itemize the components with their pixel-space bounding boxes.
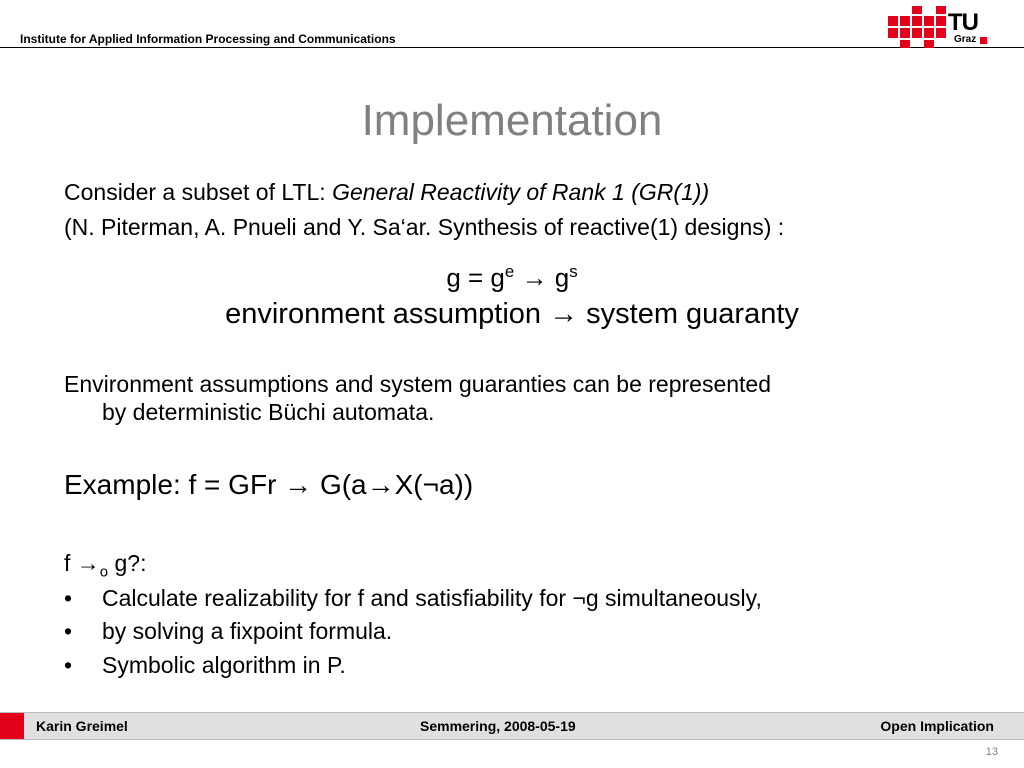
bullet-symbol: •	[64, 652, 73, 678]
citation-line: (N. Piterman, A. Pnueli and Y. Sa‘ar. Synthesis of reactive(1) designs) :	[64, 214, 785, 240]
tu-graz-logo	[888, 6, 998, 48]
header-divider	[0, 47, 1024, 48]
env-line-2: by deterministic Büchi automata.	[102, 399, 435, 425]
footer-author: Karin Greimel	[36, 718, 128, 734]
bullet-item	[64, 584, 762, 612]
bullet-text: Calculate realizability for f and satisfiability for ¬g simultaneously,	[102, 585, 762, 611]
env-line-1: Environment assumptions and system guaranties can be represented	[64, 371, 772, 397]
bullet-item	[64, 617, 392, 645]
logo-tu-text: TU	[948, 9, 978, 36]
page-number: 13	[985, 746, 998, 758]
footer-topic: Open Implication	[880, 718, 994, 734]
footer-event: Semmering, 2008-05-19	[420, 718, 576, 734]
formula-base: g = g	[446, 262, 505, 293]
bullet-symbol: •	[64, 618, 73, 644]
intro-gr1-term: General Reactivity of Rank 1 (GR(1))	[332, 179, 710, 205]
bullet-text: Symbolic algorithm in P.	[102, 652, 346, 678]
footer-red-marker	[0, 713, 24, 739]
query-suffix: g?:	[108, 550, 147, 576]
intro-line	[64, 178, 709, 206]
formula-sup-s: s	[569, 262, 578, 281]
query-line	[64, 549, 146, 587]
logo-graz-text: Graz	[954, 34, 977, 45]
intro-prefix: Consider a subset of LTL:	[64, 179, 333, 205]
formula-arrow: → g	[514, 262, 570, 293]
bullet-item	[64, 651, 346, 679]
query-prefix: f →	[64, 550, 100, 576]
example-line: Example: f = GFr → G(a→X(¬a))	[64, 469, 474, 500]
footer-bar	[0, 712, 1024, 740]
formula-sup-e: e	[504, 262, 515, 281]
header-institute: Institute for Applied Information Processing and Communications	[20, 32, 396, 46]
formula-line	[0, 256, 1024, 294]
slide-title: Implementation	[361, 96, 663, 145]
bullet-text: by solving a fixpoint formula.	[102, 618, 393, 644]
bullet-symbol: •	[64, 585, 73, 611]
formula-description: environment assumption → system guaranty	[225, 298, 799, 330]
query-sub: o	[99, 563, 109, 581]
